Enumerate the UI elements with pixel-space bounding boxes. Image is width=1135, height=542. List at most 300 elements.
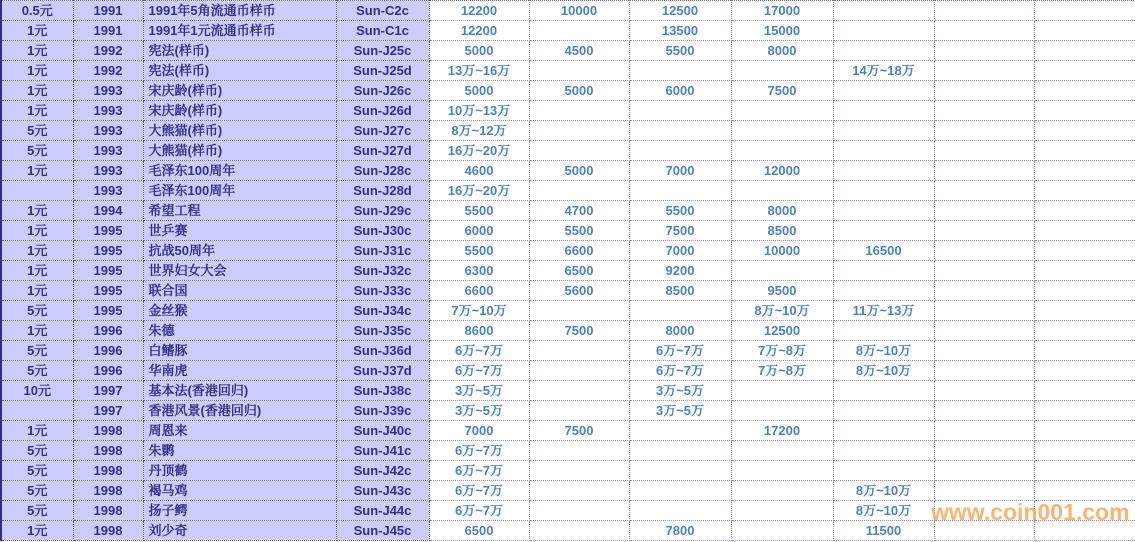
cell-price-5[interactable] xyxy=(833,201,934,221)
cell-price-3[interactable] xyxy=(629,501,731,521)
cell-price-7[interactable] xyxy=(1034,21,1135,41)
cell-denomination[interactable]: 0.5元 xyxy=(1,1,73,21)
cell-code[interactable]: Sun-J27c xyxy=(336,121,429,141)
cell-price-4[interactable]: 9500 xyxy=(731,281,833,301)
cell-price-2[interactable]: 7500 xyxy=(529,321,629,341)
cell-denomination[interactable]: 1元 xyxy=(1,221,73,241)
cell-price-4[interactable]: 7万~8万 xyxy=(731,341,833,361)
cell-name[interactable]: 抗战50周年 xyxy=(143,241,336,261)
cell-code[interactable]: Sun-J42c xyxy=(336,461,429,481)
cell-denomination[interactable]: 1元 xyxy=(1,21,73,41)
cell-price-2[interactable]: 6500 xyxy=(529,261,629,281)
cell-price-5[interactable] xyxy=(833,141,934,161)
cell-year[interactable]: 1998 xyxy=(73,421,143,441)
cell-code[interactable]: Sun-J31c xyxy=(336,241,429,261)
cell-price-1[interactable]: 6万~7万 xyxy=(429,461,529,481)
cell-denomination[interactable]: 1元 xyxy=(1,201,73,221)
cell-year[interactable]: 1995 xyxy=(73,261,143,281)
cell-price-7[interactable] xyxy=(1034,301,1135,321)
cell-name[interactable]: 毛泽东100周年 xyxy=(143,161,336,181)
cell-price-5[interactable] xyxy=(833,81,934,101)
cell-year[interactable]: 1992 xyxy=(73,61,143,81)
cell-price-4[interactable] xyxy=(731,481,833,501)
cell-price-5[interactable] xyxy=(833,381,934,401)
cell-denomination[interactable]: 5元 xyxy=(1,301,73,321)
cell-price-6[interactable] xyxy=(934,421,1034,441)
cell-year[interactable]: 1998 xyxy=(73,481,143,501)
cell-price-1[interactable]: 6万~7万 xyxy=(429,441,529,461)
cell-denomination[interactable]: 1元 xyxy=(1,161,73,181)
cell-price-4[interactable] xyxy=(731,61,833,81)
cell-denomination[interactable]: 1元 xyxy=(1,421,73,441)
cell-year[interactable]: 1991 xyxy=(73,21,143,41)
cell-price-7[interactable] xyxy=(1034,101,1135,121)
cell-price-6[interactable] xyxy=(934,241,1034,261)
cell-name[interactable]: 宋庆龄(样币) xyxy=(143,101,336,121)
cell-price-5[interactable] xyxy=(833,21,934,41)
cell-price-6[interactable] xyxy=(934,441,1034,461)
cell-price-7[interactable] xyxy=(1034,481,1135,501)
cell-price-3[interactable]: 7000 xyxy=(629,241,731,261)
cell-code[interactable]: Sun-J26d xyxy=(336,101,429,121)
cell-price-3[interactable] xyxy=(629,421,731,441)
cell-price-4[interactable] xyxy=(731,261,833,281)
cell-price-7[interactable] xyxy=(1034,401,1135,421)
cell-name[interactable]: 宋庆龄(样币) xyxy=(143,81,336,101)
cell-price-3[interactable] xyxy=(629,481,731,501)
cell-price-5[interactable] xyxy=(833,1,934,21)
cell-price-6[interactable] xyxy=(934,521,1034,541)
cell-denomination[interactable]: 1元 xyxy=(1,261,73,281)
cell-year[interactable]: 1998 xyxy=(73,521,143,541)
cell-denomination[interactable]: 5元 xyxy=(1,441,73,461)
cell-price-5[interactable] xyxy=(833,321,934,341)
cell-year[interactable]: 1993 xyxy=(73,181,143,201)
cell-price-5[interactable]: 11500 xyxy=(833,521,934,541)
cell-code[interactable]: Sun-J28c xyxy=(336,161,429,181)
cell-price-5[interactable] xyxy=(833,121,934,141)
cell-price-7[interactable] xyxy=(1034,81,1135,101)
cell-price-2[interactable]: 7500 xyxy=(529,421,629,441)
cell-price-5[interactable] xyxy=(833,261,934,281)
cell-name[interactable]: 世乒赛 xyxy=(143,221,336,241)
cell-price-5[interactable]: 16500 xyxy=(833,241,934,261)
cell-denomination[interactable]: 5元 xyxy=(1,361,73,381)
cell-price-1[interactable]: 13万~16万 xyxy=(429,61,529,81)
cell-price-4[interactable] xyxy=(731,521,833,541)
cell-name[interactable]: 朱德 xyxy=(143,321,336,341)
cell-name[interactable]: 白鳍豚 xyxy=(143,341,336,361)
cell-code[interactable]: Sun-C1c xyxy=(336,21,429,41)
cell-name[interactable]: 1991年1元流通币样币 xyxy=(143,21,336,41)
cell-price-6[interactable] xyxy=(934,501,1034,521)
cell-price-3[interactable]: 12500 xyxy=(629,1,731,21)
cell-name[interactable]: 基本法(香港回归) xyxy=(143,381,336,401)
cell-price-1[interactable]: 16万~20万 xyxy=(429,181,529,201)
cell-name[interactable]: 联合国 xyxy=(143,281,336,301)
cell-name[interactable]: 宪法(样币) xyxy=(143,41,336,61)
cell-year[interactable]: 1991 xyxy=(73,1,143,21)
cell-price-1[interactable]: 10万~13万 xyxy=(429,101,529,121)
cell-denomination[interactable]: 1元 xyxy=(1,41,73,61)
cell-price-1[interactable]: 6000 xyxy=(429,221,529,241)
cell-price-7[interactable] xyxy=(1034,1,1135,21)
cell-price-7[interactable] xyxy=(1034,241,1135,261)
cell-price-7[interactable] xyxy=(1034,201,1135,221)
cell-price-5[interactable]: 11万~13万 xyxy=(833,301,934,321)
cell-price-4[interactable]: 8500 xyxy=(731,221,833,241)
cell-price-2[interactable] xyxy=(529,361,629,381)
cell-price-5[interactable]: 8万~10万 xyxy=(833,341,934,361)
cell-price-4[interactable]: 8000 xyxy=(731,41,833,61)
cell-code[interactable]: Sun-J25d xyxy=(336,61,429,81)
cell-name[interactable]: 金丝猴 xyxy=(143,301,336,321)
cell-price-7[interactable] xyxy=(1034,41,1135,61)
cell-price-7[interactable] xyxy=(1034,421,1135,441)
table-row xyxy=(1,381,1135,401)
cell-price-7[interactable] xyxy=(1034,521,1135,541)
cell-price-6[interactable] xyxy=(934,101,1034,121)
cell-price-7[interactable] xyxy=(1034,161,1135,181)
cell-year[interactable]: 1998 xyxy=(73,441,143,461)
cell-price-4[interactable]: 12500 xyxy=(731,321,833,341)
cell-price-5[interactable] xyxy=(833,41,934,61)
cell-price-7[interactable] xyxy=(1034,281,1135,301)
cell-price-7[interactable] xyxy=(1034,141,1135,161)
table-row xyxy=(1,261,1135,281)
cell-name[interactable]: 希望工程 xyxy=(143,201,336,221)
cell-code[interactable]: Sun-J43c xyxy=(336,481,429,501)
cell-price-6[interactable] xyxy=(934,341,1034,361)
cell-price-6[interactable] xyxy=(934,201,1034,221)
cell-price-6[interactable] xyxy=(934,61,1034,81)
cell-price-3[interactable]: 7500 xyxy=(629,221,731,241)
cell-price-4[interactable] xyxy=(731,501,833,521)
cell-price-6[interactable] xyxy=(934,281,1034,301)
cell-price-1[interactable]: 8600 xyxy=(429,321,529,341)
cell-price-4[interactable] xyxy=(731,461,833,481)
cell-year[interactable]: 1998 xyxy=(73,501,143,521)
cell-price-3[interactable] xyxy=(629,461,731,481)
cell-price-4[interactable] xyxy=(731,381,833,401)
cell-name[interactable]: 丹顶鹤 xyxy=(143,461,336,481)
cell-price-6[interactable] xyxy=(934,21,1034,41)
cell-price-1[interactable]: 6300 xyxy=(429,261,529,281)
cell-denomination[interactable]: 10元 xyxy=(1,381,73,401)
cell-price-3[interactable] xyxy=(629,61,731,81)
cell-code[interactable]: Sun-J33c xyxy=(336,281,429,301)
cell-denomination[interactable] xyxy=(1,181,73,201)
cell-price-2[interactable] xyxy=(529,401,629,421)
cell-year[interactable]: 1996 xyxy=(73,361,143,381)
cell-code[interactable]: Sun-J32c xyxy=(336,261,429,281)
cell-price-3[interactable]: 7800 xyxy=(629,521,731,541)
cell-price-6[interactable] xyxy=(934,401,1034,421)
cell-price-3[interactable] xyxy=(629,441,731,461)
cell-price-6[interactable] xyxy=(934,361,1034,381)
cell-price-1[interactable]: 12200 xyxy=(429,1,529,21)
cell-price-6[interactable] xyxy=(934,321,1034,341)
cell-code[interactable]: Sun-J34c xyxy=(336,301,429,321)
cell-code[interactable]: Sun-J39c xyxy=(336,401,429,421)
cell-denomination[interactable]: 5元 xyxy=(1,141,73,161)
cell-year[interactable]: 1995 xyxy=(73,221,143,241)
cell-denomination[interactable]: 5元 xyxy=(1,461,73,481)
cell-year[interactable]: 1997 xyxy=(73,381,143,401)
cell-price-7[interactable] xyxy=(1034,321,1135,341)
cell-denomination[interactable]: 5元 xyxy=(1,341,73,361)
cell-year[interactable]: 1993 xyxy=(73,141,143,161)
table-row xyxy=(1,281,1135,301)
cell-price-3[interactable] xyxy=(629,301,731,321)
cell-price-7[interactable] xyxy=(1034,121,1135,141)
cell-price-1[interactable]: 6500 xyxy=(429,521,529,541)
cell-year[interactable]: 1994 xyxy=(73,201,143,221)
cell-price-2[interactable]: 10000 xyxy=(529,1,629,21)
cell-price-1[interactable]: 8万~12万 xyxy=(429,121,529,141)
cell-price-3[interactable] xyxy=(629,121,731,141)
cell-price-5[interactable]: 8万~10万 xyxy=(833,501,934,521)
cell-price-2[interactable] xyxy=(529,181,629,201)
cell-price-1[interactable]: 6600 xyxy=(429,281,529,301)
cell-price-7[interactable] xyxy=(1034,441,1135,461)
cell-code[interactable]: Sun-J27d xyxy=(336,141,429,161)
cell-price-1[interactable]: 6万~7万 xyxy=(429,481,529,501)
cell-price-4[interactable]: 15000 xyxy=(731,21,833,41)
cell-price-5[interactable] xyxy=(833,181,934,201)
cell-denomination[interactable]: 1元 xyxy=(1,321,73,341)
cell-price-4[interactable] xyxy=(731,181,833,201)
cell-price-4[interactable] xyxy=(731,441,833,461)
cell-price-6[interactable] xyxy=(934,121,1034,141)
cell-price-2[interactable] xyxy=(529,141,629,161)
cell-year[interactable]: 1993 xyxy=(73,81,143,101)
cell-price-2[interactable] xyxy=(529,301,629,321)
cell-price-5[interactable] xyxy=(833,461,934,481)
cell-code[interactable]: Sun-J28d xyxy=(336,181,429,201)
cell-price-6[interactable] xyxy=(934,161,1034,181)
cell-name[interactable]: 周恩来 xyxy=(143,421,336,441)
cell-price-5[interactable] xyxy=(833,221,934,241)
cell-price-4[interactable]: 12000 xyxy=(731,161,833,181)
cell-code[interactable]: Sun-J41c xyxy=(336,441,429,461)
cell-year[interactable]: 1996 xyxy=(73,321,143,341)
cell-price-3[interactable]: 5500 xyxy=(629,201,731,221)
cell-price-4[interactable] xyxy=(731,141,833,161)
cell-price-2[interactable]: 5600 xyxy=(529,281,629,301)
cell-price-1[interactable]: 5000 xyxy=(429,81,529,101)
cell-code[interactable]: Sun-J36d xyxy=(336,341,429,361)
cell-denomination[interactable] xyxy=(1,401,73,421)
cell-name[interactable]: 华南虎 xyxy=(143,361,336,381)
cell-code[interactable]: Sun-J30c xyxy=(336,221,429,241)
cell-price-1[interactable]: 5500 xyxy=(429,201,529,221)
cell-denomination[interactable]: 1元 xyxy=(1,81,73,101)
cell-price-1[interactable]: 5000 xyxy=(429,41,529,61)
cell-price-7[interactable] xyxy=(1034,261,1135,281)
cell-price-2[interactable]: 5500 xyxy=(529,221,629,241)
cell-price-2[interactable] xyxy=(529,521,629,541)
cell-price-1[interactable]: 6万~7万 xyxy=(429,341,529,361)
cell-price-6[interactable] xyxy=(934,481,1034,501)
cell-price-4[interactable] xyxy=(731,101,833,121)
cell-price-3[interactable]: 8000 xyxy=(629,321,731,341)
cell-denomination[interactable]: 5元 xyxy=(1,501,73,521)
cell-denomination[interactable]: 5元 xyxy=(1,121,73,141)
cell-code[interactable]: Sun-C2c xyxy=(336,1,429,21)
cell-price-2[interactable] xyxy=(529,441,629,461)
cell-price-2[interactable] xyxy=(529,101,629,121)
cell-code[interactable]: Sun-J40c xyxy=(336,421,429,441)
cell-price-1[interactable]: 3万~5万 xyxy=(429,381,529,401)
cell-name[interactable]: 宪法(样币) xyxy=(143,61,336,81)
cell-year[interactable]: 1993 xyxy=(73,121,143,141)
cell-name[interactable]: 世界妇女大会 xyxy=(143,261,336,281)
cell-price-6[interactable] xyxy=(934,41,1034,61)
cell-price-6[interactable] xyxy=(934,81,1034,101)
cell-year[interactable]: 1995 xyxy=(73,301,143,321)
cell-price-4[interactable]: 17000 xyxy=(731,1,833,21)
cell-price-4[interactable]: 7万~8万 xyxy=(731,361,833,381)
cell-price-4[interactable] xyxy=(731,121,833,141)
cell-price-1[interactable]: 16万~20万 xyxy=(429,141,529,161)
cell-price-4[interactable]: 17200 xyxy=(731,421,833,441)
cell-year[interactable]: 1998 xyxy=(73,461,143,481)
cell-price-1[interactable]: 6万~7万 xyxy=(429,361,529,381)
cell-price-3[interactable]: 7000 xyxy=(629,161,731,181)
cell-price-3[interactable]: 13500 xyxy=(629,21,731,41)
cell-price-1[interactable]: 5500 xyxy=(429,241,529,261)
cell-year[interactable]: 1995 xyxy=(73,241,143,261)
cell-price-2[interactable] xyxy=(529,341,629,361)
cell-code[interactable]: Sun-J35c xyxy=(336,321,429,341)
cell-code[interactable]: Sun-J37d xyxy=(336,361,429,381)
cell-price-6[interactable] xyxy=(934,1,1034,21)
cell-price-5[interactable]: 8万~10万 xyxy=(833,361,934,381)
cell-price-4[interactable]: 8万~10万 xyxy=(731,301,833,321)
cell-name[interactable]: 扬子鳄 xyxy=(143,501,336,521)
cell-price-2[interactable]: 4500 xyxy=(529,41,629,61)
cell-price-5[interactable] xyxy=(833,401,934,421)
cell-price-2[interactable] xyxy=(529,121,629,141)
cell-price-2[interactable] xyxy=(529,61,629,81)
cell-price-3[interactable] xyxy=(629,141,731,161)
cell-price-6[interactable] xyxy=(934,461,1034,481)
cell-price-7[interactable] xyxy=(1034,61,1135,81)
cell-price-3[interactable]: 3万~5万 xyxy=(629,401,731,421)
cell-price-4[interactable]: 8000 xyxy=(731,201,833,221)
cell-denomination[interactable]: 1元 xyxy=(1,61,73,81)
cell-price-6[interactable] xyxy=(934,381,1034,401)
cell-denomination[interactable]: 1元 xyxy=(1,241,73,261)
cell-price-3[interactable]: 6000 xyxy=(629,81,731,101)
cell-price-5[interactable] xyxy=(833,421,934,441)
cell-price-7[interactable] xyxy=(1034,501,1135,521)
cell-price-1[interactable]: 12200 xyxy=(429,21,529,41)
cell-year[interactable]: 1995 xyxy=(73,281,143,301)
cell-year[interactable]: 1997 xyxy=(73,401,143,421)
cell-price-2[interactable]: 5000 xyxy=(529,161,629,181)
cell-name[interactable]: 朱鹮 xyxy=(143,441,336,461)
cell-price-2[interactable] xyxy=(529,461,629,481)
cell-price-4[interactable]: 7500 xyxy=(731,81,833,101)
cell-price-5[interactable]: 14万~18万 xyxy=(833,61,934,81)
cell-price-2[interactable] xyxy=(529,481,629,501)
cell-price-1[interactable]: 7000 xyxy=(429,421,529,441)
cell-price-3[interactable] xyxy=(629,101,731,121)
cell-price-6[interactable] xyxy=(934,221,1034,241)
cell-price-3[interactable]: 6万~7万 xyxy=(629,341,731,361)
cell-denomination[interactable]: 5元 xyxy=(1,481,73,501)
cell-price-3[interactable]: 5500 xyxy=(629,41,731,61)
cell-code[interactable]: Sun-J38c xyxy=(336,381,429,401)
cell-price-2[interactable] xyxy=(529,381,629,401)
cell-price-7[interactable] xyxy=(1034,221,1135,241)
cell-price-3[interactable]: 9200 xyxy=(629,261,731,281)
cell-code[interactable]: Sun-J44c xyxy=(336,501,429,521)
cell-price-2[interactable]: 4700 xyxy=(529,201,629,221)
cell-price-4[interactable] xyxy=(731,401,833,421)
cell-year[interactable]: 1993 xyxy=(73,161,143,181)
cell-price-1[interactable]: 4600 xyxy=(429,161,529,181)
cell-price-1[interactable]: 3万~5万 xyxy=(429,401,529,421)
cell-price-4[interactable]: 10000 xyxy=(731,241,833,261)
cell-price-7[interactable] xyxy=(1034,181,1135,201)
cell-name[interactable]: 大熊猫(样币) xyxy=(143,141,336,161)
cell-price-2[interactable]: 5000 xyxy=(529,81,629,101)
cell-name[interactable]: 刘少奇 xyxy=(143,521,336,541)
cell-price-5[interactable] xyxy=(833,161,934,181)
cell-price-1[interactable]: 6万~7万 xyxy=(429,501,529,521)
cell-price-3[interactable]: 3万~5万 xyxy=(629,381,731,401)
cell-price-5[interactable] xyxy=(833,441,934,461)
cell-price-6[interactable] xyxy=(934,301,1034,321)
cell-price-2[interactable]: 6600 xyxy=(529,241,629,261)
cell-denomination[interactable]: 1元 xyxy=(1,101,73,121)
cell-price-6[interactable] xyxy=(934,181,1034,201)
cell-price-3[interactable]: 8500 xyxy=(629,281,731,301)
cell-price-6[interactable] xyxy=(934,141,1034,161)
cell-code[interactable]: Sun-J45c xyxy=(336,521,429,541)
cell-year[interactable]: 1996 xyxy=(73,341,143,361)
cell-name[interactable]: 香港风景(香港回归) xyxy=(143,401,336,421)
cell-price-5[interactable] xyxy=(833,281,934,301)
cell-name[interactable]: 1991年5角流通币样币 xyxy=(143,1,336,21)
cell-year[interactable]: 1992 xyxy=(73,41,143,61)
cell-price-3[interactable] xyxy=(629,181,731,201)
cell-price-5[interactable] xyxy=(833,101,934,121)
cell-code[interactable]: Sun-J25c xyxy=(336,41,429,61)
cell-price-7[interactable] xyxy=(1034,381,1135,401)
cell-denomination[interactable]: 1元 xyxy=(1,281,73,301)
cell-price-2[interactable] xyxy=(529,501,629,521)
cell-denomination[interactable]: 1元 xyxy=(1,521,73,541)
cell-price-7[interactable] xyxy=(1034,361,1135,381)
cell-code[interactable]: Sun-J26c xyxy=(336,81,429,101)
cell-price-6[interactable] xyxy=(934,261,1034,281)
cell-price-3[interactable]: 6万~7万 xyxy=(629,361,731,381)
cell-name[interactable]: 褐马鸡 xyxy=(143,481,336,501)
cell-name[interactable]: 大熊猫(样币) xyxy=(143,121,336,141)
cell-price-7[interactable] xyxy=(1034,461,1135,481)
cell-price-2[interactable] xyxy=(529,21,629,41)
cell-price-7[interactable] xyxy=(1034,341,1135,361)
cell-year[interactable]: 1993 xyxy=(73,101,143,121)
cell-code[interactable]: Sun-J29c xyxy=(336,201,429,221)
cell-price-1[interactable]: 7万~10万 xyxy=(429,301,529,321)
cell-price-5[interactable]: 8万~10万 xyxy=(833,481,934,501)
cell-name[interactable]: 毛泽东100周年 xyxy=(143,181,336,201)
